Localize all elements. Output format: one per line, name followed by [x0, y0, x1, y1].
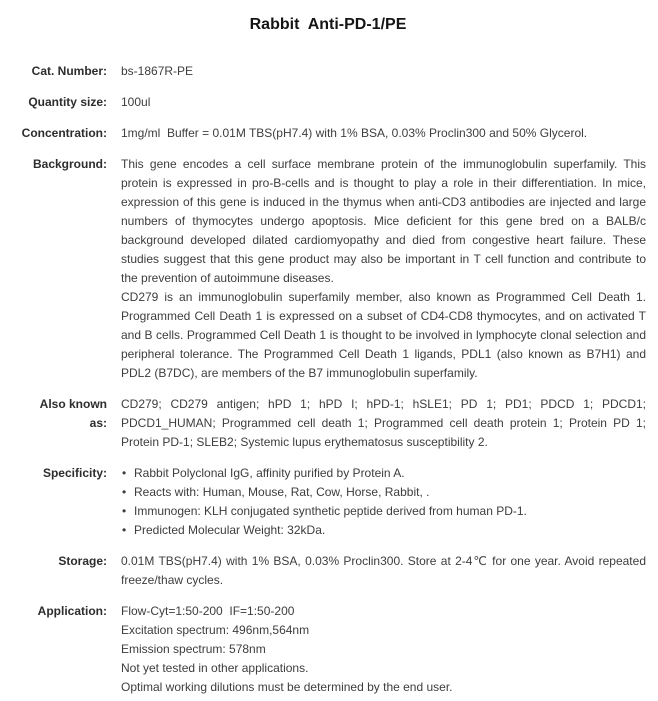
- specificity-bullet: • Predicted Molecular Weight: 32kDa.: [121, 521, 646, 540]
- background-value: [121, 155, 646, 383]
- field-row-also-known-as: [10, 395, 646, 452]
- cat-number-label: Cat. Number:: [31, 64, 107, 78]
- application-line: Flow-Cyt=1:50-200 IF=1:50-200: [121, 604, 295, 618]
- quantity-size-value: 100ul: [121, 95, 151, 109]
- application-line: Not yet tested in other applications.: [121, 661, 309, 675]
- application-line: Excitation spectrum: 496nm,564nm: [121, 623, 310, 637]
- specificity-value: [121, 464, 646, 540]
- application-value: [121, 602, 646, 697]
- specificity-label: Specificity:: [42, 466, 107, 480]
- specificity-bullet: • Immunogen: KLH conjugated synthetic peptide derived from human PD-1.: [121, 502, 646, 521]
- storage-value: 0.01M TBS(pH7.4) with 1% BSA, 0.03% Proclin300. Store at 2-4℃ for one year. Avoid repeated freeze/thaw cycles.: [121, 554, 646, 587]
- concentration-value: 1mg/ml Buffer = 0.01M TBS(pH7.4) with 1% BSA, 0.03% Proclin300 and 50% Glycerol.: [121, 126, 588, 140]
- application-line: Optimal working dilutions must be determined by the end user.: [121, 680, 453, 694]
- field-row-application: [10, 602, 646, 697]
- field-row-background: [10, 155, 646, 383]
- cat-number-value: bs-1867R-PE: [121, 64, 194, 78]
- specificity-bullet: • Reacts with: Human, Mouse, Rat, Cow, Horse, Rabbit, .: [121, 483, 646, 502]
- field-row-quantity-size: [10, 93, 646, 112]
- application-line: Emission spectrum: 578nm: [121, 642, 266, 656]
- specificity-bullet-list: [121, 464, 646, 540]
- background-label: Background:: [32, 157, 107, 171]
- also-known-as-label: Also known as:: [39, 397, 107, 430]
- also-known-as-value: CD279; CD279 antigen; hPD 1; hPD I; hPD-1; hSLE1; PD 1; PD1; PDCD 1; PDCD1; PDCD1_HUMAN; Programmed cell death 1; Programmed cell death protein 1; Protein PD 1; Protein PD-1; SLEB2; Systemic lupus erythematosus susceptibility 2.: [121, 397, 646, 449]
- field-row-cat-number: [10, 62, 646, 81]
- concentration-label: Concentration:: [21, 126, 107, 140]
- field-row-specificity: [10, 464, 646, 540]
- background-paragraph: This gene encodes a cell surface membrane protein of the immunoglobulin superfamily. This protein is expressed in pro-B-cells and is thought to play a role in their differentiation. In mice, expression of this gene is induced in the thymus when anti-CD3 antibodies are injected and large numbers of thymocytes undergo apoptosis. Mice deficient for this gene bred on a BALB/c background developed dilated cardiomyopathy and died from congestive heart failure. These studies suggest that this gene product may also be important in T cell function and contribute to the prevention of autoimmune diseases.: [121, 157, 646, 285]
- field-row-storage: [10, 552, 646, 590]
- application-label: Application:: [37, 604, 107, 618]
- quantity-size-label: Quantity size:: [28, 95, 107, 109]
- background-paragraph: CD279 is an immunoglobulin superfamily member, also known as Programmed Cell Death 1. Programmed Cell Death 1 is expressed on a subset of CD4-CD8 thymocytes, and on activated T and B cells. Programmed Cell Death 1 is thought to be involved in lymphocyte clonal selection and peripheral tolerance. The Programmed Cell Death 1 ligands, PDL1 (also known as B7H1) and PDL2 (B7DC), are members of the B7 immunoglobulin superfamily.: [121, 290, 646, 380]
- specificity-bullet: • Rabbit Polyclonal IgG, affinity purified by Protein A.: [121, 464, 646, 483]
- page-title: Rabbit Anti-PD-1/PE: [249, 16, 407, 33]
- storage-label: Storage:: [58, 554, 107, 568]
- field-row-concentration: [10, 124, 646, 143]
